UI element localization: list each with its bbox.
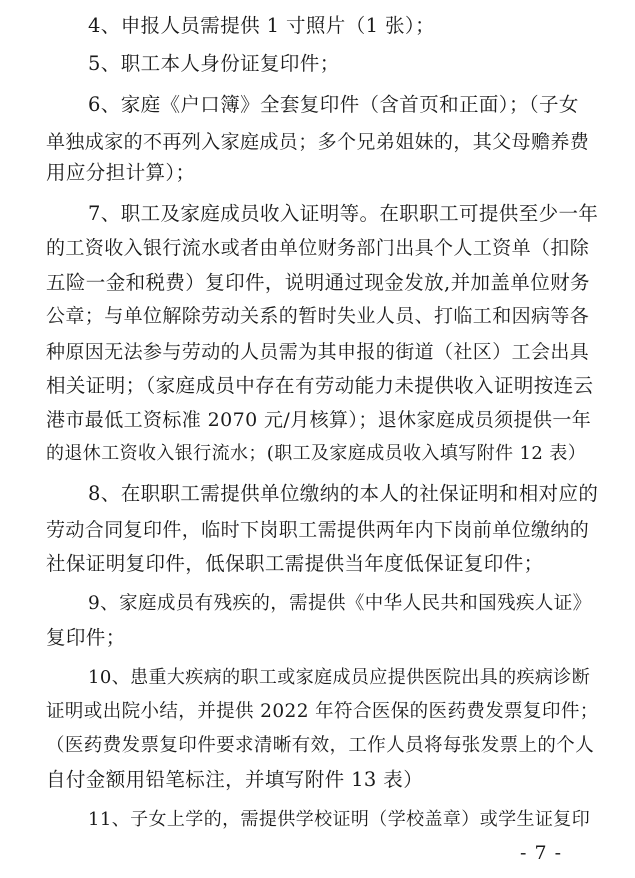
item-4-line-1: 4、申报人员需提供 1 寸照片（1 张）； xyxy=(88,14,435,37)
item-7-line-5: 种原因无法参与劳动的人员需为其申报的街道（社区）工会出具 xyxy=(46,341,590,363)
item-9-line-2: 复印件； xyxy=(46,626,126,649)
item-7-line-3: 五险一金和税费）复印件，说明通过现金发放,并加盖单位财务 xyxy=(46,271,590,294)
item-10-line-1: 10、患重大疾病的职工或家庭成员应提供医院出具的疾病诊断 xyxy=(88,667,591,688)
item-7-line-6: 相关证明；（家庭成员中存在有劳动能力未提供收入证明按连云 xyxy=(46,374,594,397)
item-5-line-1: 5、职工本人身份证复印件； xyxy=(88,52,340,75)
item-8-line-3: 社保证明复印件，低保职工需提供当年度低保证复印件； xyxy=(46,552,544,575)
item-10-line-2: 证明或出院小结，并提供 2022 年符合医保的医药费发票复印件； xyxy=(46,701,599,722)
item-7-line-8: 的退休工资收入银行流水；(职工及家庭成员收入填写附件 12 表） xyxy=(46,443,587,464)
item-11-line-1: 11、子女上学的，需提供学校证明（学校盖章）或学生证复印 xyxy=(88,809,591,830)
item-6-line-1: 6、家庭《户口簿》全套复印件（含首页和正面）；（子女 xyxy=(88,93,579,116)
item-7-line-4: 公章；与单位解除劳动关系的暂时失业人员、打临工和因病等各 xyxy=(46,305,590,327)
item-10-line-4: 自付金额用铅笔标注，并填写附件 13 表） xyxy=(46,768,424,791)
item-10-line-3: （医药费发票复印件要求清晰有效，工作人员将每张发票上的个人 xyxy=(46,735,595,756)
item-9-line-1: 9、家庭成员有残疾的，需提供《中华人民共和国残疾人证》 xyxy=(88,593,592,614)
item-7-line-7: 港市最低工资标准 2070 元/月核算）；退休家庭成员须提供一年 xyxy=(46,409,592,431)
item-7-line-1: 7、职工及家庭成员收入证明等。在职职工可提供至少一年 xyxy=(88,202,599,225)
item-6-line-2: 单独成家的不再列入家庭成员；多个兄弟姐妹的，其父母赡养费 xyxy=(46,131,590,153)
item-6-line-3: 用应分担计算）； xyxy=(46,161,196,184)
page-number: - 7 - xyxy=(520,842,563,864)
item-8-line-2: 劳动合同复印件，临时下岗职工需提供两年内下岗前单位缴纳的 xyxy=(46,519,590,541)
item-8-line-1: 8、在职职工需提供单位缴纳的本人的社保证明和相对应的 xyxy=(88,482,599,505)
item-7-line-2: 的工资收入银行流水或者由单位财务部门出具个人工资单（扣除 xyxy=(46,237,590,259)
